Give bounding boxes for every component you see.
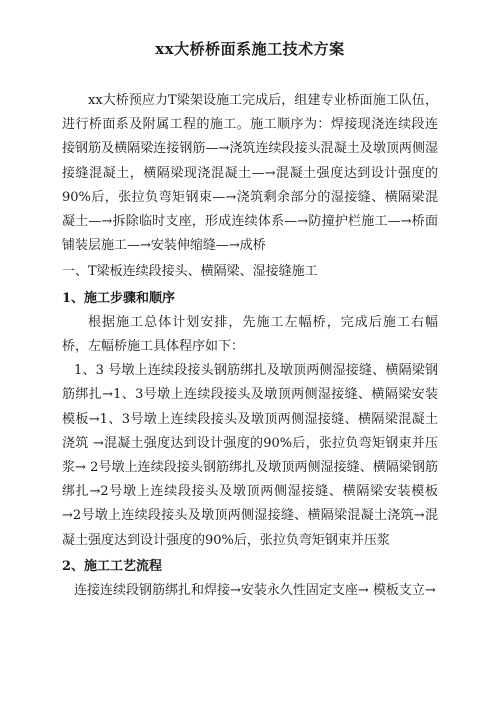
subsection-heading-2: 2、施工工艺流程 [62, 558, 163, 574]
intro-paragraph: xx大桥预应力T梁架设施工完成后，组建专业桥面施工队伍，进行桥面系及附属工程的施工。施工顺序为：焊接现浇连续段连接钢筋及横隔梁连接钢筋—→浇筑连续段接头混凝土及墩顶两侧湿接缝混凝土，横隔梁现浇混凝土—→混凝土强度达到设计强度的90%后，张拉负弯矩钢束—→浇筑剩余部分的湿接缝、横隔梁混凝土—→拆除临时支座，形成连续体系—→防撞护栏施工—→桥面铺装层施工—→安装伸缩缝—→成桥 [62, 93, 438, 254]
procedure-intro-paragraph: 根据施工总体计划安排，先施工左幅桥，完成后施工右幅桥，左幅桥施工具体程序如下： [62, 314, 438, 355]
process-flow-paragraph: 连接连续段钢筋绑扎和焊接→安装永久性固定支座→ 模板支立→ [74, 583, 436, 599]
subsection-heading-1: 1、施工步骤和顺序 [62, 290, 176, 306]
section-heading-1: 一、T梁板连续段接头、横隔梁、湿接缝施工 [62, 264, 318, 280]
document-title: xx大桥桥面系施工技术方案 [155, 40, 345, 58]
procedure-steps-paragraph: 1、3 号墩上连续段接头钢筋绑扎及墩顶两侧湿接缝、横隔梁钢筋绑扎→1、3号墩上连续段接头及墩顶两侧湿接缝、横隔梁安装模板→1、3号墩上连续段接头及墩顶两侧湿接缝、横隔梁混凝土浇筑 →混凝土强度达到设计强度的90%后，张拉负弯矩钢束并压浆→ 2号墩上连续段接头钢筋绑扎及墩顶两侧湿接缝、横隔梁钢筋绑扎→2号墩上连续段接头及墩顶两侧湿接缝、横隔梁安装模板→2号墩上连续段接头及墩顶两侧湿接缝、横隔梁混凝土浇筑→混凝土强度达到设计强度的90%后，张拉负弯矩钢束并压浆 [62, 363, 438, 548]
